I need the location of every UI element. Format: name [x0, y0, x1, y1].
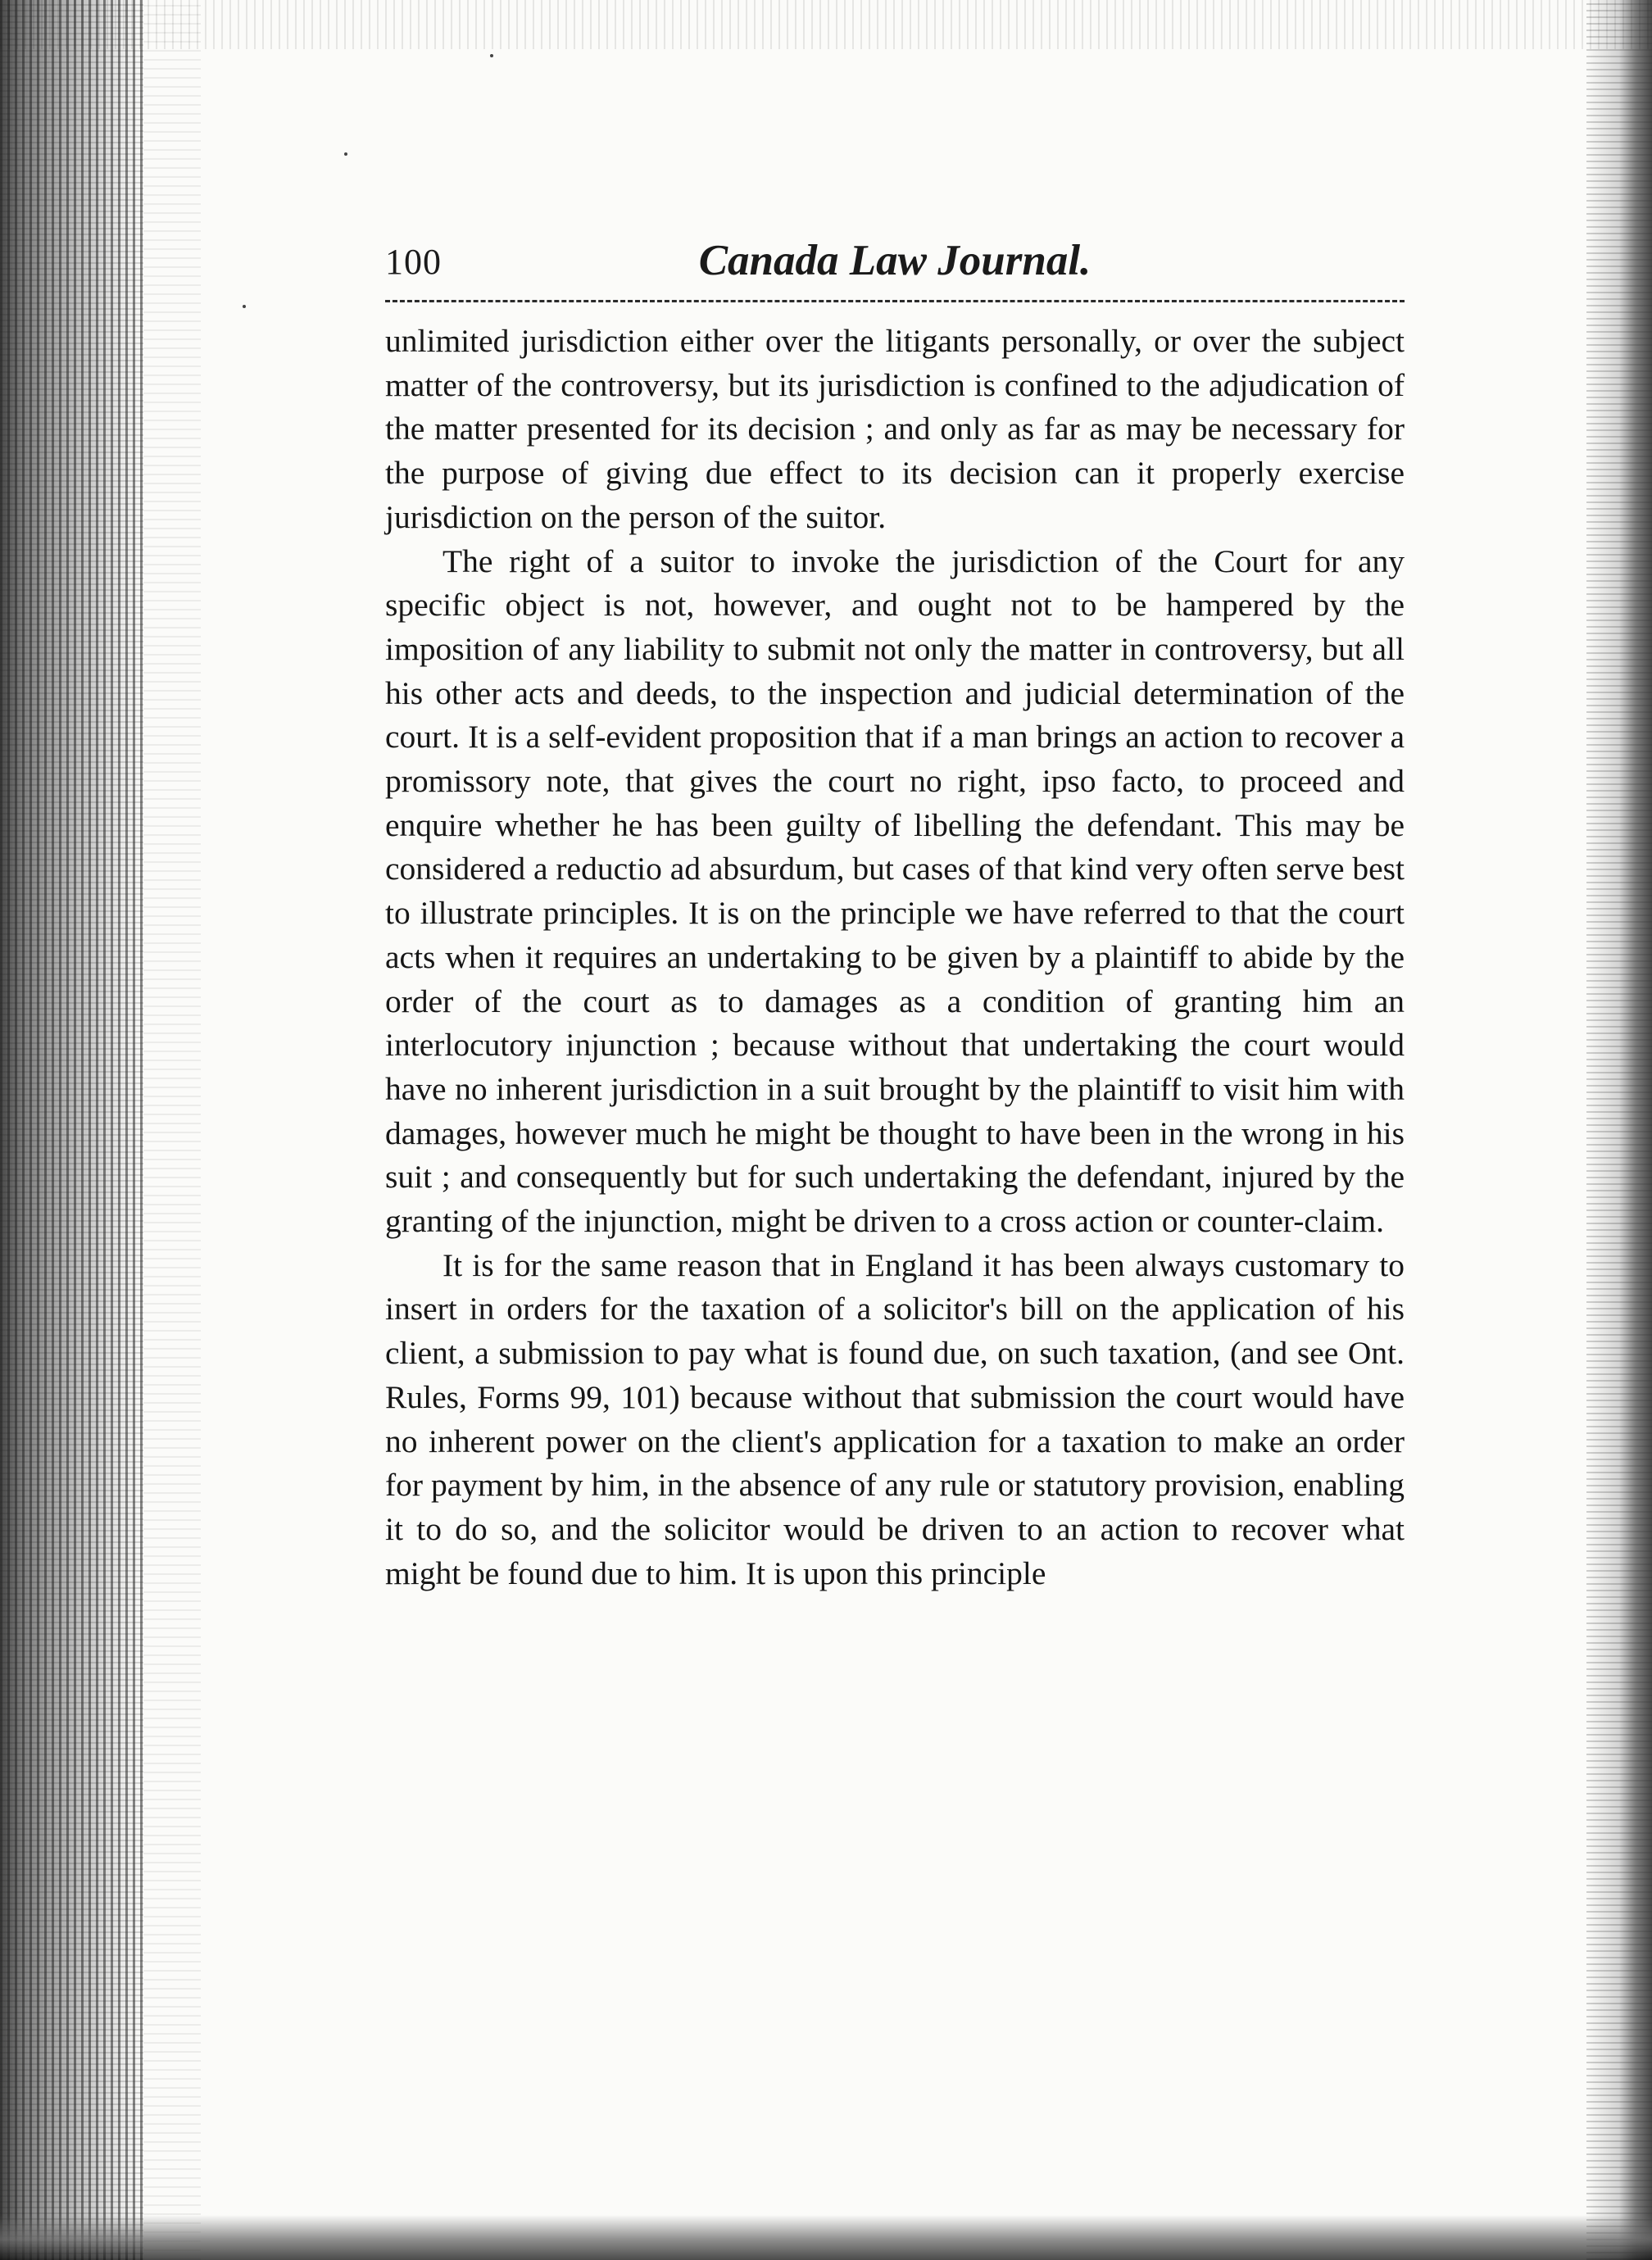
- page-header: [385, 236, 1405, 297]
- binding-texture: [143, 0, 201, 2260]
- scan-speck: [344, 152, 347, 156]
- page-bottom-edge-shadow: [0, 2215, 1652, 2260]
- article-body: [385, 320, 1405, 1595]
- page-binding-shadow: [0, 0, 143, 2260]
- paragraph-suitor-rights: The right of a suitor to invoke the jurisdiction of the Court for any specific object is not, however, and ought not to be hampered by the imposition of any liability to submit not only the matter in controversy, but all his other acts and deeds, to the inspection and judicial determination of the court. It is a self-evident proposition that if a man brings an action to recover a promissory note, that gives the court no right, ipso facto, to proceed and enquire whether he has been guilty of libelling the defendant. This may be considered a reductio ad absurdum, but cases of that kind very often serve best to illustrate principles. It is on the principle we have referred to that the court acts when it requires an undertaking to be given by a plaintiff to abide by the order of the court as to damages as a condition of granting him an interlocutory injunction ; because without that undertaking the court would have no inherent jurisdiction in a suit brought by the plaintiff to visit him with damages, however much he might be thought to have been in the wrong in his suit ; and consequently but for such undertaking the defendant, injured by the granting of the injunction, might be driven to a cross action or counter-claim.: [385, 542, 1405, 1240]
- page-number: 100: [385, 242, 442, 282]
- header-rule: [385, 300, 1405, 302]
- journal-title: Canada Law Journal.: [698, 237, 1092, 284]
- scan-speck: [243, 305, 246, 308]
- page-top-edge-noise: [0, 0, 1652, 49]
- page-right-edge-shadow: [1586, 0, 1652, 2260]
- paragraph-continued: unlimited jurisdiction either over the litigants personally, or over the subject matter of the controversy, but its jurisdiction is confined to the adjudication of the matter presented for its decision ; and only as far as may be necessary for the purpose of giving due effect to its decision can it properly exercise jurisdiction on the person of the suitor.: [385, 323, 1405, 535]
- paragraph-taxation-orders: It is for the same reason that in England it has been always customary to insert in orders for the taxation of a solicitor's bill on the application of his client, a submission to pay what is found due, on such taxation, (and see Ont. Rules, Forms 99, 101) because without that submission the court would have no inherent power on the client's application for a taxation to make an order for payment by him, in the absence of any rule or statutory provision, enabling it to do so, and the solicitor would be driven to an action to recover what might be found due to him. It is upon this principle: [385, 1246, 1405, 1591]
- scan-speck: [490, 54, 493, 57]
